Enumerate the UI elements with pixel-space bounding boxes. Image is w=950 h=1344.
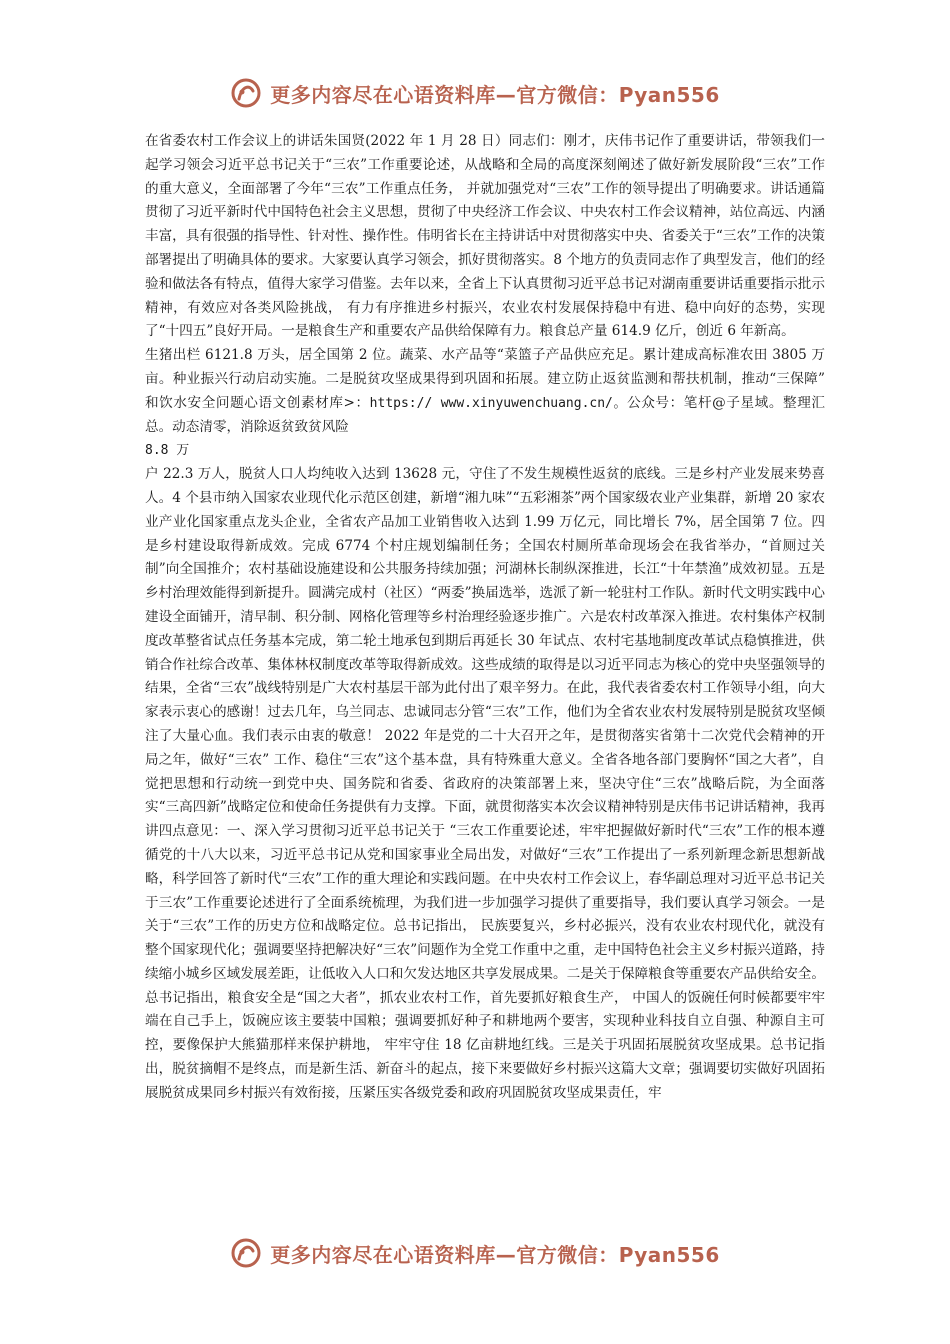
document-body	[145, 130, 825, 1106]
paragraph: 户 22.3 万人，脱贫人口人均纯收入达到 13628 元，守住了不发生规模性返贫的底线。三是乡村产业发展来势喜人。4 个县市纳入国家农业现代化示范区创建，新增“湘九味”“五彩湘茶”两个国家级农业产业集群，新增 20 家农业产业化国家重点龙头企业，全省农产品加工业销售收入达到 1.99 万亿元，同比增长 7%，居全国第 7 位。四是乡村建设取得新成效。完成 6774 个村庄规划编制任务；全国农村厕所革命现场会在我省举办，“首厕过关制”向全国推介；农村基础设施建设和公共服务持续加强；河湖林长制纵深推进，长江“十年禁渔”成效初显。五是乡村治理效能得到新提升。圆满完成村（社区）“两委”换届选举，选派了新一轮驻村工作队。新时代文明实践中心建设全面铺开，清早制、积分制、网格化管理等乡村治理经验逐步推广。六是农村改革深入推进。农村集体产权制度改革整省试点任务基本完成，第二轮土地承包到期后再延长 30 年试点、农村宅基地制度改革试点稳慎推进，供销合作社综合改革、集体林权制度改革等取得新成效。这些成绩的取得是以习近平同志为核心的党中央坚强领导的结果，全省“三农”战线特别是广大农村基层干部为此付出了艰辛努力。在此，我代表省委农村工作领导小组，向大家表示衷心的感谢！过去几年，乌兰同志、忠诚同志分管“三农”工作，他们为全省农业农村发展特别是脱贫攻坚倾注了大量心血。我们表示由衷的敬意！ 2022 年是党的二十大召开之年，是贯彻落实省第十二次党代会精神的开局之年，做好“三农” 工作、稳住“三农”这个基本盘，具有特殊重大意义。全省各地各部门要胸怀“国之大者”，自觉把思想和行动统一到党中央、国务院和省委、省政府的决策部署上来，坚决守住“三农”战略后院，为全面落实“三高四新”战略定位和使命任务提供有力支撑。下面，就贯彻落实本次会议精神特别是庆伟书记讲话精神，我再讲四点意见：一、深入学习贯彻习近平总书记关于 “三农工作重要论述，牢牢把握做好新时代“三农”工作的根本遵循党的十八大以来，习近平总书记从党和国家事业全局出发，对做好“三农”工作提出了一系列新理念新思想新战略，科学回答了新时代“三农”工作的重大理论和实践问题。在中央农村工作会议上，春华副总理对习近平总书记关于三农”工作重要论述进行了全面系统梳理，为我们进一步加强学习提供了重要指导，我们要认真学习领会。一是关于“三农”工作的历史方位和战略定位。总书记指出， 民族要复兴，乡村必振兴，没有农业农村现代化，就没有整个国家现代化；强调要坚持把解决好“三农”问题作为全党工作重中之重，走中国特色社会主义乡村振兴道路，持续缩小城乡区域发展差距，让低收入人口和欠发达地区共享发展成果。二是关于保障粮食等重要农产品供给安全。总书记指出，粮食安全是“国之大者”，抓农业农村工作，首先要抓好粮食生产， 中国人的饭碗任何时候都要牢牢端在自己手上，饭碗应该主要装中国粮；强调要抓好种子和耕地两个要害，实现种业科技自立自强、种源自主可控，要像保护大熊猫那样来保护耕地， 牢牢守住 18 亿亩耕地红线。三是关于巩固拓展脱贫攻坚成果。总书记指出，脱贫摘帽不是终点，而是新生活、新奋斗的起点，接下来要做好乡村振兴这篇大文章；强调要切实做好巩固拓展脱贫成果同乡村振兴有效衔接，压紧压实各级党委和政府巩固脱贫攻坚成果责任，牢	[145, 466, 825, 1101]
paragraph	[145, 344, 825, 463]
header-watermark-banner	[0, 70, 950, 116]
banner-text: 更多内容尽在心语资料库—官方微信：Pyan556	[270, 82, 720, 107]
paragraph-text: 生猪出栏 6121.8 万头，居全国第 2 位。蔬菜、水产品等“菜篮子产品供应充足。累计建成高标准农田 3805 万亩。种业振兴行动启动实施。二是脱贫攻坚成果得到巩固和拓展。建立防止返贫监测和帮扶机制，推动“三保障” 和饮水安全问题心语文创素材库>：	[145, 347, 825, 411]
footer-watermark-banner	[0, 1230, 950, 1276]
paragraph: 在省委农村工作会议上的讲话朱国贤(2022 年 1 月 28 日）同志们：刚才，庆伟书记作了重要讲话，带领我们一起学习领会习近平总书记关于“三农”工作重要论述，从战略和全局的高度深刻阐述了做好新发展阶段“三农”工作的重大意义，全面部署了今年“三农”工作重点任务， 并就加强党对“三农”工作的领导提出了明确要求。讲话通篇贯彻了习近平新时代中国特色社会主义思想，贯彻了中央经济工作会议、中央农村工作会议精神，站位高远、内涵丰富，具有很强的指导性、针对性、操作性。伟明省长在主持讲话中对贯彻落实中央、省委关于“三农”工作的决策部署提出了明确具体的要求。大家要认真学习领会，抓好贯彻落实。8 个地方的负责同志作了典型发言，他们的经验和做法各有特点，值得大家学习借鉴。去年以来，全省上下认真贯彻习近平总书记对湖南重要讲话重要指示批示精神，有效应对各类风险挑战， 有力有序推进乡村振兴，农业农村发展保持稳中有进、稳中向好的态势，实现了“十四五”良好开局。一是粮食生产和重要农产品供给保障有力。粮食总产量 614.9 亿斤，创近 6 年新高。	[145, 133, 825, 340]
paragraph-text: 公众号：笔杆@子星域。整理汇总。动态清零，消除返贫致贫风险	[145, 394, 825, 435]
figure-text: 8.8 万	[145, 443, 190, 459]
source-url-link[interactable]: https:// www.xinyuwenchuang.cn/。	[369, 395, 628, 411]
banner-text: 更多内容尽在心语资料库—官方微信：Pyan556	[270, 1242, 720, 1267]
logo-icon	[230, 1237, 262, 1269]
logo-icon	[230, 77, 262, 109]
